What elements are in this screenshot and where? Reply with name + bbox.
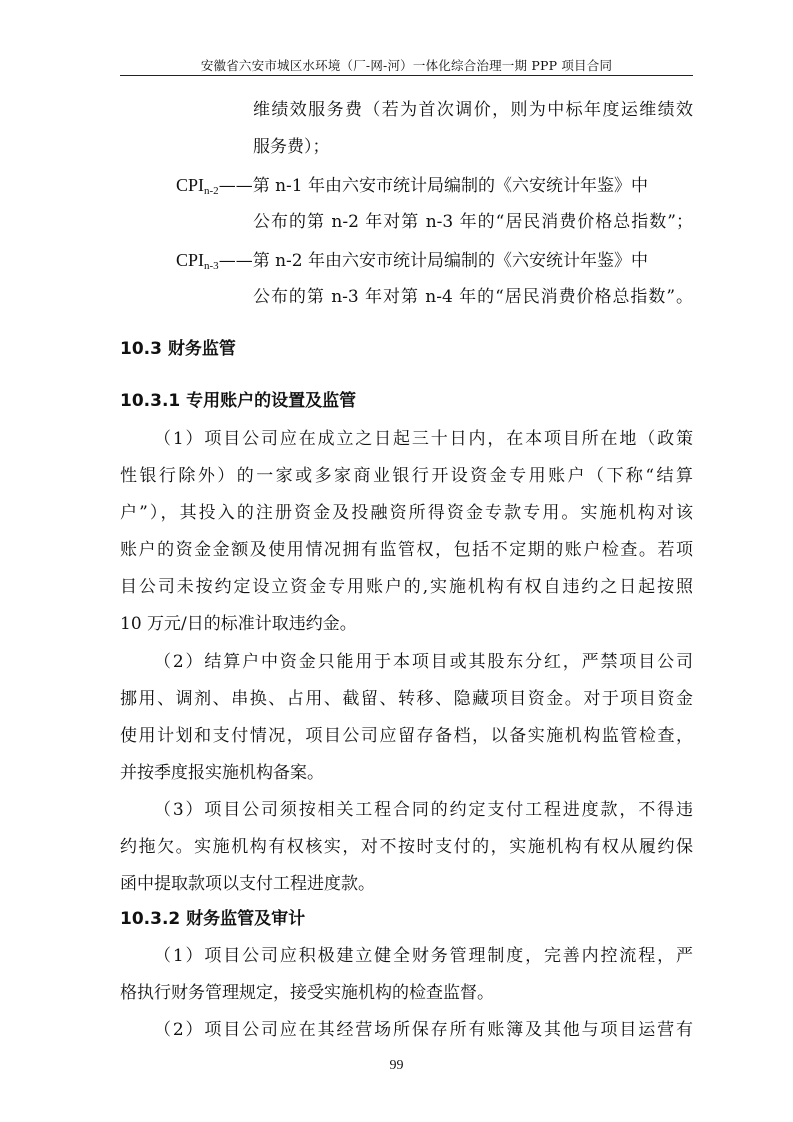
paragraph-line: 并按季度报实施机构备案。 bbox=[120, 763, 324, 783]
paragraph-line: （2）项目公司应在其经营场所保存所有账簿及其他与项目运营有 bbox=[154, 1020, 693, 1040]
cpi-symbol: CPI bbox=[176, 175, 205, 195]
paragraph-line: （1）项目公司应在成立之日起三十日内，在本项目所在地（政策 bbox=[154, 429, 693, 449]
cpi-n2-definition bbox=[176, 174, 693, 202]
paragraph-line: 性银行除外）的一家或多家商业银行开设资金专用账户（下称“结算 bbox=[120, 466, 693, 486]
cpi-n2-text: ——第 n-1 年由六安市统计局编制的《六安统计年鉴》中 bbox=[218, 176, 649, 196]
cpi-n3-text: ——第 n-2 年由六安市统计局编制的《六安统计年鉴》中 bbox=[218, 251, 649, 271]
paragraph-line: 账户的资金金额及使用情况拥有监管权，包括不定期的账户检查。若项 bbox=[120, 540, 693, 560]
subsection-heading: 10.3.2 财务监管及审计 bbox=[120, 909, 306, 929]
cpi-symbol: CPI bbox=[176, 250, 205, 270]
running-header: 安徽省六安市城区水环境（厂-网-河）一体化综合治理一期 PPP 项目合同 bbox=[200, 58, 613, 73]
cpi-n2-definition-cont: 公布的第 n-2 年对第 n-3 年的“居民消费价格总指数”； bbox=[253, 212, 693, 232]
paragraph-line: 使用计划和支付情况，项目公司应留存备档，以备实施机构监管检查， bbox=[120, 726, 693, 746]
definition-continuation-line: 服务费）； bbox=[253, 137, 330, 157]
subsection-heading: 10.3.1 专用账户的设置及监管 bbox=[120, 391, 357, 411]
paragraph-line: 约拖欠。实施机构有权核实，对不按时支付的，实施机构有权从履约保 bbox=[120, 837, 693, 857]
paragraph-line: 挪用、调剂、串换、占用、截留、转移、隐藏项目资金。对于项目资金 bbox=[120, 689, 693, 709]
cpi-n3-definition-cont: 公布的第 n-3 年对第 n-4 年的“居民消费价格总指数”。 bbox=[253, 287, 693, 307]
paragraph-line: 格执行财务管理规定，接受实施机构的检查监督。 bbox=[120, 983, 494, 1003]
cpi-subscript: n-3 bbox=[204, 260, 219, 272]
paragraph-line: 目公司未按约定设立资金专用账户的,实施机构有权自违约之日起按照 bbox=[120, 577, 693, 597]
paragraph-line: （2）结算户中资金只能用于本项目或其股东分红，严禁项目公司 bbox=[154, 652, 693, 672]
cpi-n3-definition bbox=[176, 249, 693, 277]
section-heading: 10.3 财务监管 bbox=[120, 339, 236, 359]
paragraph-line: （3）项目公司须按相关工程合同的约定支付工程进度款，不得违 bbox=[154, 800, 693, 820]
paragraph-line: 10 万元/日的标准计取违约金。 bbox=[120, 614, 357, 634]
paragraph-line: 函中提取款项以支付工程进度款。 bbox=[120, 874, 375, 894]
cpi-subscript: n-2 bbox=[204, 185, 219, 197]
paragraph-line: 户”），其投入的注册资金及投融资所得资金专款专用。实施机构对该 bbox=[120, 503, 693, 523]
paragraph-line: （1）项目公司应积极建立健全财务管理制度，完善内控流程，严 bbox=[154, 946, 693, 966]
page-number: 99 bbox=[389, 1058, 404, 1073]
header-rule bbox=[120, 75, 693, 76]
definition-continuation-line: 维绩效服务费（若为首次调价，则为中标年度运维绩效 bbox=[253, 100, 693, 120]
